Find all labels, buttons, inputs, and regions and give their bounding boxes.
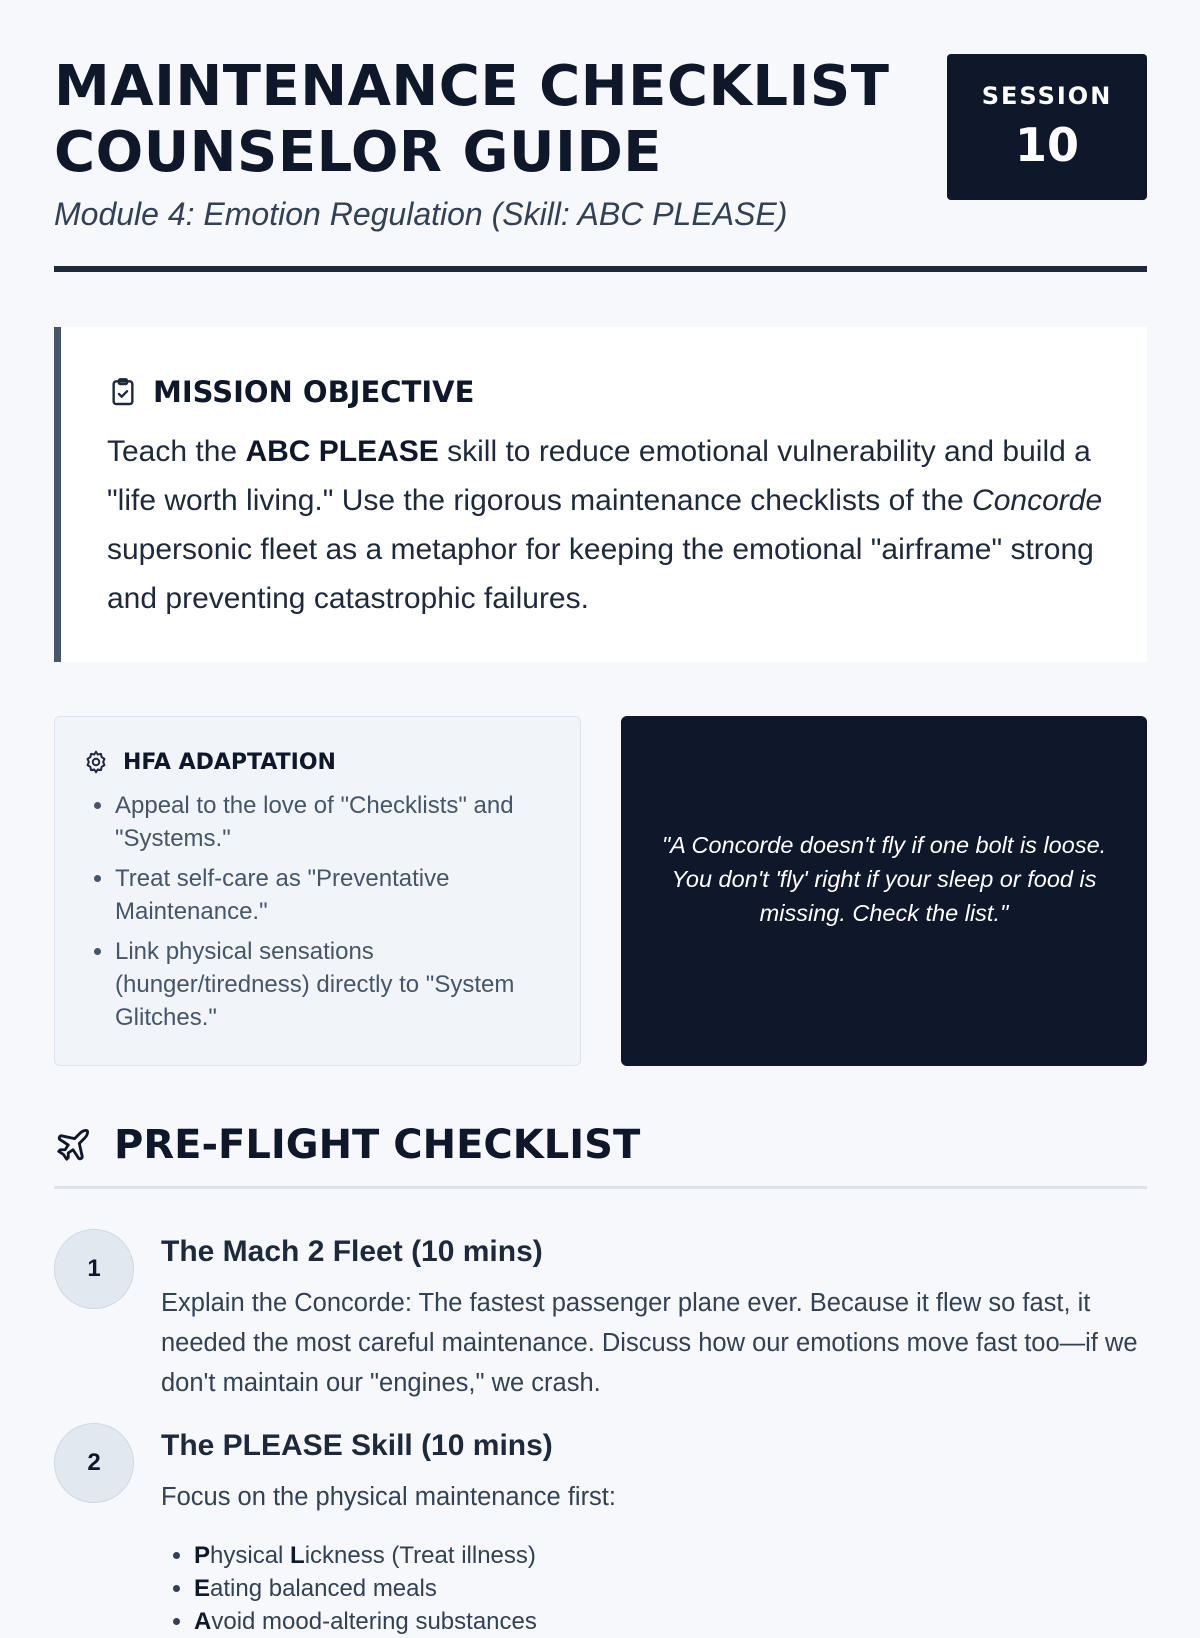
step-description: Focus on the physical maintenance first: xyxy=(161,1483,616,1511)
mission-objective-card xyxy=(54,327,1147,662)
quote-card xyxy=(621,716,1147,1066)
acronym-letter: P xyxy=(194,1542,211,1569)
acronym-letter: E xyxy=(194,1575,211,1602)
session-badge xyxy=(947,54,1147,200)
mission-text xyxy=(107,427,1117,623)
session-number: 10 xyxy=(1014,118,1079,172)
acronym-letter: A xyxy=(194,1608,212,1635)
clipboard-check-icon xyxy=(107,376,139,408)
step-1 xyxy=(54,1229,1147,1397)
gear-icon xyxy=(83,749,109,775)
list-item-text: ating balanced meals xyxy=(210,1575,437,1602)
step-number-badge: 2 xyxy=(54,1423,134,1503)
list-item: • Treat self-care as "Preventative Maintenance." xyxy=(115,862,555,928)
mission-text-part: supersonic fleet as a metaphor for keeping the emotional "airframe" strong and preventing catastrophic failures. xyxy=(107,533,1094,615)
mission-skill-name: ABC PLEASE xyxy=(245,435,439,468)
hfa-title: HFA ADAPTATION xyxy=(123,749,336,775)
list-item-text: hysical xyxy=(210,1542,291,1569)
step-title: The Mach 2 Fleet (10 mins) xyxy=(161,1235,543,1268)
plane-icon xyxy=(54,1126,92,1164)
mission-text-part: skill to reduce emotional vulnerability and build a "life worth living." Use the rigorous maintenance checklists of the xyxy=(107,435,1091,517)
preflight-divider xyxy=(54,1186,1147,1189)
page-title: MAINTENANCE CHECKLIST COUNSELOR GUIDE xyxy=(54,54,890,185)
session-label: SESSION xyxy=(981,82,1113,110)
list-item-text: ickness (Treat illness) xyxy=(304,1542,536,1569)
hfa-list xyxy=(115,789,555,1041)
page-subtitle: Module 4: Emotion Regulation (Skill: ABC PLEASE) xyxy=(54,196,788,232)
preflight-title: PRE-FLIGHT CHECKLIST xyxy=(114,1122,641,1168)
list-item xyxy=(194,1605,994,1638)
mission-concorde: Concorde xyxy=(972,484,1103,517)
header-divider xyxy=(54,266,1147,272)
step-number-badge: 1 xyxy=(54,1229,134,1309)
preflight-heading xyxy=(54,1122,640,1168)
mission-heading xyxy=(107,375,474,409)
list-item xyxy=(194,1572,994,1605)
hfa-heading xyxy=(83,749,336,775)
mission-title: MISSION OBJECTIVE xyxy=(153,375,475,409)
quote-text: "A Concorde doesn't fly if one bolt is loose. You don't 'fly' right if your sleep or food is missing. Check the list." xyxy=(661,832,1107,926)
mission-text-part: Teach the xyxy=(107,435,246,468)
step-title: The PLEASE Skill (10 mins) xyxy=(161,1429,553,1462)
list-item-text: void mood-altering substances xyxy=(211,1608,537,1635)
acronym-letter: L xyxy=(290,1542,305,1569)
step-2 xyxy=(54,1423,1147,1635)
header xyxy=(54,0,1147,272)
hfa-adaptation-card xyxy=(54,716,581,1066)
please-list xyxy=(194,1539,994,1638)
list-item: • Link physical sensations (hunger/tiredness) directly to "System Glitches." xyxy=(115,935,555,1034)
step-description: Explain the Concorde: The fastest passenger plane ever. Because it flew so fast, it needed the most careful maintenance. Discuss how our emotions move fast too—if we don't maintain our "engines," we crash. xyxy=(161,1289,1138,1397)
list-item: • Appeal to the love of "Checklists" and "Systems." xyxy=(115,789,555,855)
list-item xyxy=(194,1539,994,1572)
